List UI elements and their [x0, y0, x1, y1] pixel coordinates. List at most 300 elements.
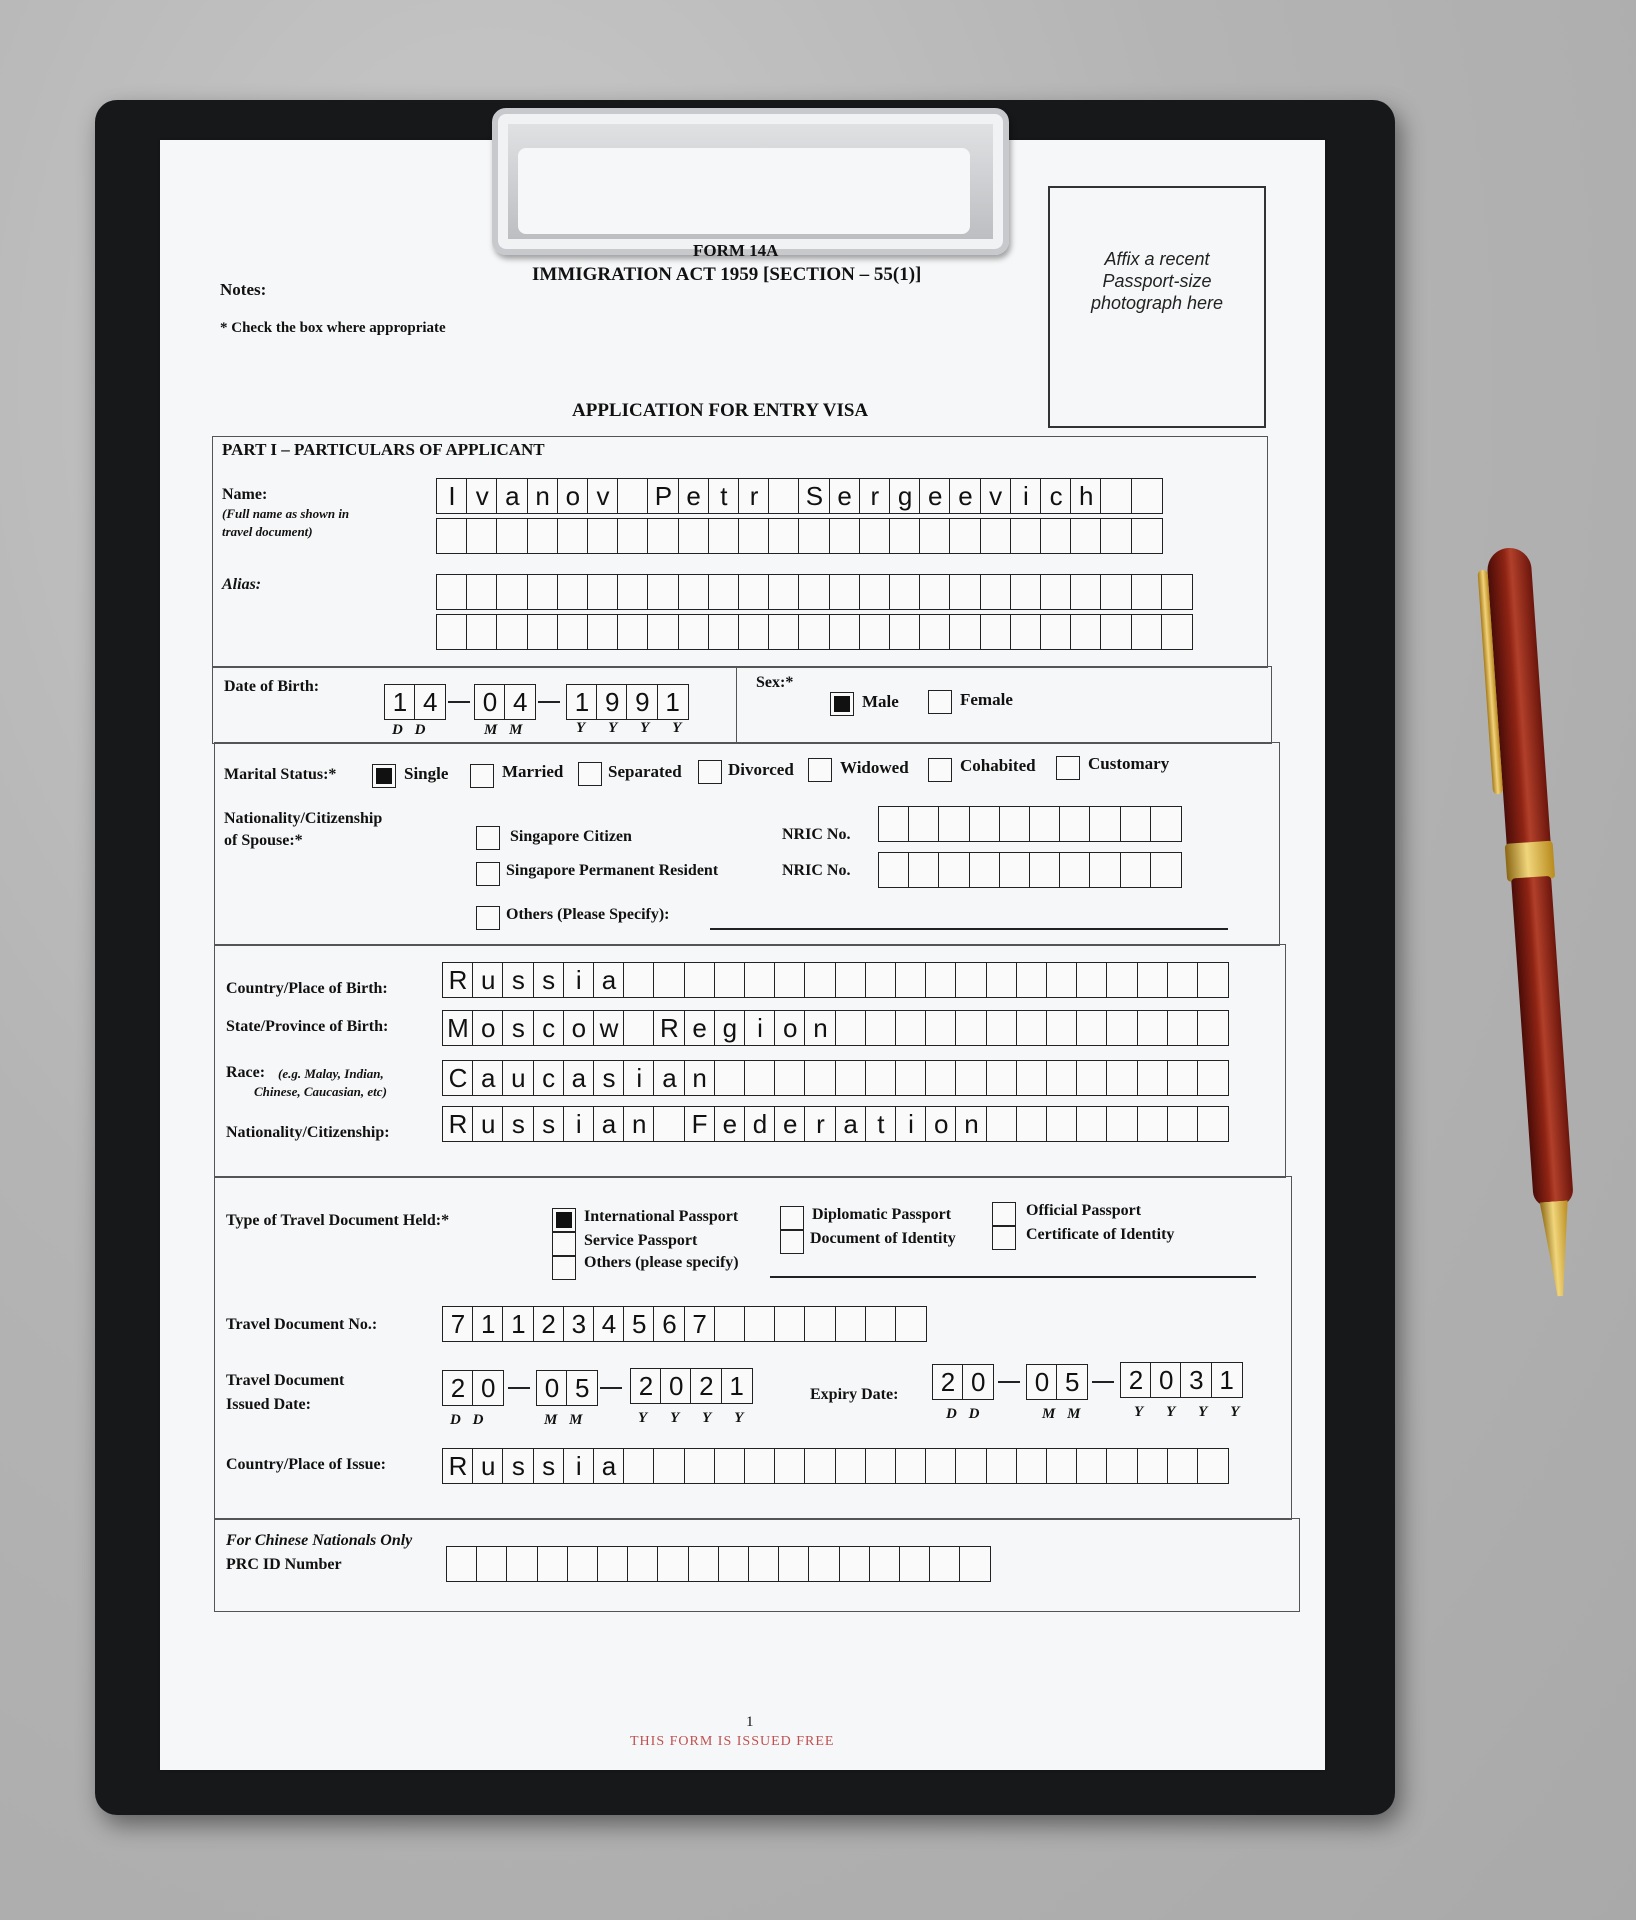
- char-box[interactable]: o: [925, 1106, 957, 1142]
- char-box[interactable]: [1016, 1448, 1048, 1484]
- expiry-day-input[interactable]: [932, 1364, 992, 1400]
- char-box[interactable]: [1131, 574, 1163, 610]
- char-box[interactable]: [597, 1546, 629, 1582]
- char-box[interactable]: [1131, 478, 1163, 514]
- char-box[interactable]: [1106, 1060, 1138, 1096]
- char-box[interactable]: [688, 1546, 720, 1582]
- char-box[interactable]: c: [533, 1010, 565, 1046]
- char-box[interactable]: a: [835, 1106, 867, 1142]
- char-box[interactable]: [1029, 852, 1061, 888]
- char-box[interactable]: a: [593, 1448, 625, 1484]
- race-input[interactable]: [442, 1060, 1227, 1096]
- char-box[interactable]: [938, 852, 970, 888]
- char-box[interactable]: h: [1070, 478, 1102, 514]
- char-box[interactable]: [1120, 806, 1152, 842]
- char-box[interactable]: a: [563, 1060, 595, 1096]
- char-box[interactable]: [829, 518, 861, 554]
- prc-id-input[interactable]: [446, 1546, 990, 1582]
- char-box[interactable]: [919, 518, 951, 554]
- char-box[interactable]: [1131, 614, 1163, 650]
- char-box[interactable]: [567, 1546, 599, 1582]
- char-box[interactable]: [1016, 1010, 1048, 1046]
- char-box[interactable]: 1: [384, 684, 416, 720]
- char-box[interactable]: e: [919, 478, 951, 514]
- char-box[interactable]: [1040, 574, 1072, 610]
- char-box[interactable]: [774, 1306, 806, 1342]
- char-box[interactable]: [1197, 1010, 1229, 1046]
- char-box[interactable]: n: [684, 1060, 716, 1096]
- char-box[interactable]: [1106, 1010, 1138, 1046]
- char-box[interactable]: [496, 614, 528, 650]
- char-box[interactable]: [647, 574, 679, 610]
- char-box[interactable]: [1029, 806, 1061, 842]
- char-box[interactable]: [1161, 574, 1193, 610]
- char-box[interactable]: [798, 574, 830, 610]
- char-box[interactable]: [1040, 614, 1072, 650]
- char-box[interactable]: [1059, 852, 1091, 888]
- char-box[interactable]: [1106, 962, 1138, 998]
- char-box[interactable]: [925, 1060, 957, 1096]
- char-box[interactable]: [955, 1060, 987, 1096]
- char-box[interactable]: [678, 614, 710, 650]
- char-box[interactable]: [1089, 806, 1121, 842]
- char-box[interactable]: [768, 518, 800, 554]
- dob-day-input[interactable]: [384, 684, 444, 720]
- char-box[interactable]: [738, 614, 770, 650]
- char-box[interactable]: [1016, 1106, 1048, 1142]
- char-box[interactable]: [768, 478, 800, 514]
- char-box[interactable]: [708, 574, 740, 610]
- char-box[interactable]: d: [744, 1106, 776, 1142]
- char-box[interactable]: I: [436, 478, 468, 514]
- char-box[interactable]: [869, 1546, 901, 1582]
- char-box[interactable]: [714, 1060, 746, 1096]
- char-box[interactable]: [865, 1306, 897, 1342]
- char-box[interactable]: [466, 614, 498, 650]
- name-input-line2[interactable]: [436, 518, 1161, 554]
- char-box[interactable]: [798, 518, 830, 554]
- char-box[interactable]: [1167, 1060, 1199, 1096]
- char-box[interactable]: [829, 574, 861, 610]
- char-box[interactable]: [955, 1010, 987, 1046]
- char-box[interactable]: [895, 1010, 927, 1046]
- char-box[interactable]: [895, 1306, 927, 1342]
- char-box[interactable]: a: [496, 478, 528, 514]
- doc-official-checkbox[interactable]: [992, 1202, 1016, 1226]
- char-box[interactable]: [774, 962, 806, 998]
- char-box[interactable]: 9: [596, 684, 628, 720]
- char-box[interactable]: [1100, 574, 1132, 610]
- char-box[interactable]: R: [442, 1448, 474, 1484]
- char-box[interactable]: [835, 962, 867, 998]
- char-box[interactable]: v: [466, 478, 498, 514]
- char-box[interactable]: [1131, 518, 1163, 554]
- char-box[interactable]: e: [678, 478, 710, 514]
- char-box[interactable]: s: [502, 1106, 534, 1142]
- char-box[interactable]: [446, 1546, 478, 1582]
- issued-day-input[interactable]: [442, 1370, 502, 1406]
- marital-married-checkbox[interactable]: [470, 764, 494, 788]
- char-box[interactable]: [878, 806, 910, 842]
- char-box[interactable]: [496, 518, 528, 554]
- nric-input-2[interactable]: [878, 852, 1180, 888]
- char-box[interactable]: a: [472, 1060, 504, 1096]
- char-box[interactable]: [768, 614, 800, 650]
- alias-input-line2[interactable]: [436, 614, 1191, 650]
- doc-no-input[interactable]: [442, 1306, 925, 1342]
- char-box[interactable]: [587, 574, 619, 610]
- char-box[interactable]: o: [563, 1010, 595, 1046]
- char-box[interactable]: i: [895, 1106, 927, 1142]
- char-box[interactable]: [1137, 1010, 1169, 1046]
- char-box[interactable]: [1070, 614, 1102, 650]
- char-box[interactable]: [587, 614, 619, 650]
- char-box[interactable]: [774, 1060, 806, 1096]
- char-box[interactable]: 2: [630, 1368, 662, 1404]
- nationality-input[interactable]: [442, 1106, 1227, 1142]
- char-box[interactable]: n: [804, 1010, 836, 1046]
- char-box[interactable]: 1: [502, 1306, 534, 1342]
- char-box[interactable]: [768, 574, 800, 610]
- char-box[interactable]: [1010, 614, 1042, 650]
- char-box[interactable]: [647, 518, 679, 554]
- char-box[interactable]: [557, 614, 589, 650]
- char-box[interactable]: [653, 962, 685, 998]
- char-box[interactable]: [537, 1546, 569, 1582]
- state-birth-input[interactable]: [442, 1010, 1227, 1046]
- char-box[interactable]: [925, 1010, 957, 1046]
- char-box[interactable]: 9: [626, 684, 658, 720]
- marital-single-checkbox[interactable]: [372, 764, 396, 788]
- char-box[interactable]: [1137, 1106, 1169, 1142]
- char-box[interactable]: 0: [536, 1370, 568, 1406]
- char-box[interactable]: [466, 518, 498, 554]
- char-box[interactable]: [955, 1448, 987, 1484]
- char-box[interactable]: [999, 852, 1031, 888]
- char-box[interactable]: C: [442, 1060, 474, 1096]
- char-box[interactable]: s: [502, 1010, 534, 1046]
- char-box[interactable]: [617, 518, 649, 554]
- expiry-month-input[interactable]: [1026, 1364, 1086, 1400]
- char-box[interactable]: 5: [623, 1306, 655, 1342]
- spouse-others-checkbox[interactable]: [476, 906, 500, 930]
- doc-others-line[interactable]: [770, 1276, 1256, 1278]
- char-box[interactable]: [949, 614, 981, 650]
- char-box[interactable]: u: [472, 1448, 504, 1484]
- char-box[interactable]: v: [980, 478, 1012, 514]
- spouse-others-line[interactable]: [710, 928, 1228, 930]
- char-box[interactable]: [744, 1060, 776, 1096]
- char-box[interactable]: S: [798, 478, 830, 514]
- char-box[interactable]: i: [744, 1010, 776, 1046]
- doc-service-passport-checkbox[interactable]: [552, 1232, 576, 1256]
- char-box[interactable]: i: [623, 1060, 655, 1096]
- char-box[interactable]: [980, 518, 1012, 554]
- char-box[interactable]: e: [829, 478, 861, 514]
- char-box[interactable]: [829, 614, 861, 650]
- char-box[interactable]: 7: [684, 1306, 716, 1342]
- char-box[interactable]: r: [804, 1106, 836, 1142]
- char-box[interactable]: [835, 1010, 867, 1046]
- char-box[interactable]: s: [502, 962, 534, 998]
- char-box[interactable]: 3: [563, 1306, 595, 1342]
- char-box[interactable]: [623, 1448, 655, 1484]
- char-box[interactable]: [919, 614, 951, 650]
- char-box[interactable]: [778, 1546, 810, 1582]
- char-box[interactable]: [557, 574, 589, 610]
- char-box[interactable]: [1197, 962, 1229, 998]
- char-box[interactable]: 4: [414, 684, 446, 720]
- char-box[interactable]: [1046, 962, 1078, 998]
- char-box[interactable]: [1167, 1448, 1199, 1484]
- char-box[interactable]: [839, 1546, 871, 1582]
- char-box[interactable]: [925, 1448, 957, 1484]
- char-box[interactable]: [1070, 574, 1102, 610]
- char-box[interactable]: [684, 962, 716, 998]
- char-box[interactable]: [986, 1010, 1018, 1046]
- sex-male-checkbox[interactable]: [830, 692, 854, 716]
- char-box[interactable]: [798, 614, 830, 650]
- char-box[interactable]: [1076, 1448, 1108, 1484]
- char-box[interactable]: [714, 962, 746, 998]
- char-box[interactable]: [895, 1448, 927, 1484]
- alias-input-line1[interactable]: [436, 574, 1191, 610]
- char-box[interactable]: [714, 1306, 746, 1342]
- doc-diplomatic-checkbox[interactable]: [780, 1206, 804, 1230]
- char-box[interactable]: 2: [1120, 1362, 1152, 1398]
- char-box[interactable]: u: [472, 1106, 504, 1142]
- char-box[interactable]: a: [593, 1106, 625, 1142]
- char-box[interactable]: [938, 806, 970, 842]
- char-box[interactable]: w: [593, 1010, 625, 1046]
- char-box[interactable]: [1046, 1448, 1078, 1484]
- dob-month-input[interactable]: [474, 684, 534, 720]
- char-box[interactable]: [617, 574, 649, 610]
- char-box[interactable]: [1167, 962, 1199, 998]
- char-box[interactable]: n: [527, 478, 559, 514]
- country-birth-input[interactable]: [442, 962, 1227, 998]
- char-box[interactable]: [959, 1546, 991, 1582]
- char-box[interactable]: e: [949, 478, 981, 514]
- char-box[interactable]: [1076, 1060, 1108, 1096]
- spouse-sg-citizen-checkbox[interactable]: [476, 826, 500, 850]
- char-box[interactable]: [774, 1448, 806, 1484]
- char-box[interactable]: [714, 1448, 746, 1484]
- char-box[interactable]: u: [502, 1060, 534, 1096]
- char-box[interactable]: 7: [442, 1306, 474, 1342]
- char-box[interactable]: [835, 1448, 867, 1484]
- char-box[interactable]: [1120, 852, 1152, 888]
- char-box[interactable]: 0: [1026, 1364, 1058, 1400]
- char-box[interactable]: [653, 1448, 685, 1484]
- char-box[interactable]: [835, 1306, 867, 1342]
- char-box[interactable]: o: [774, 1010, 806, 1046]
- char-box[interactable]: i: [563, 1106, 595, 1142]
- char-box[interactable]: s: [533, 1106, 565, 1142]
- char-box[interactable]: [587, 518, 619, 554]
- char-box[interactable]: [744, 1448, 776, 1484]
- char-box[interactable]: [1046, 1010, 1078, 1046]
- char-box[interactable]: [678, 518, 710, 554]
- char-box[interactable]: [436, 574, 468, 610]
- char-box[interactable]: 5: [1056, 1364, 1088, 1400]
- char-box[interactable]: [527, 574, 559, 610]
- marital-separated-checkbox[interactable]: [578, 762, 602, 786]
- dob-year-input[interactable]: [566, 684, 687, 720]
- char-box[interactable]: [436, 518, 468, 554]
- char-box[interactable]: [527, 614, 559, 650]
- char-box[interactable]: [748, 1546, 780, 1582]
- char-box[interactable]: r: [859, 478, 891, 514]
- char-box[interactable]: 1: [1211, 1362, 1243, 1398]
- char-box[interactable]: 2: [533, 1306, 565, 1342]
- char-box[interactable]: [889, 614, 921, 650]
- char-box[interactable]: [1089, 852, 1121, 888]
- spouse-sg-pr-checkbox[interactable]: [476, 862, 500, 886]
- char-box[interactable]: [895, 962, 927, 998]
- char-box[interactable]: u: [472, 962, 504, 998]
- char-box[interactable]: [865, 1060, 897, 1096]
- char-box[interactable]: n: [623, 1106, 655, 1142]
- char-box[interactable]: o: [472, 1010, 504, 1046]
- marital-cohabited-checkbox[interactable]: [928, 758, 952, 782]
- char-box[interactable]: [986, 1060, 1018, 1096]
- char-box[interactable]: g: [714, 1010, 746, 1046]
- sex-female-checkbox[interactable]: [928, 690, 952, 714]
- char-box[interactable]: [1106, 1106, 1138, 1142]
- char-box[interactable]: [999, 806, 1031, 842]
- char-box[interactable]: [804, 1306, 836, 1342]
- char-box[interactable]: [617, 478, 649, 514]
- char-box[interactable]: [808, 1546, 840, 1582]
- char-box[interactable]: [929, 1546, 961, 1582]
- char-box[interactable]: [1197, 1448, 1229, 1484]
- char-box[interactable]: [980, 614, 1012, 650]
- char-box[interactable]: [1137, 1060, 1169, 1096]
- char-box[interactable]: [476, 1546, 508, 1582]
- char-box[interactable]: [436, 614, 468, 650]
- char-box[interactable]: 0: [962, 1364, 994, 1400]
- char-box[interactable]: 0: [660, 1368, 692, 1404]
- doc-identity-checkbox[interactable]: [780, 1230, 804, 1254]
- char-box[interactable]: [986, 1448, 1018, 1484]
- char-box[interactable]: 4: [593, 1306, 625, 1342]
- char-box[interactable]: s: [502, 1448, 534, 1484]
- char-box[interactable]: [466, 574, 498, 610]
- name-input-line1[interactable]: [436, 478, 1161, 514]
- char-box[interactable]: c: [533, 1060, 565, 1096]
- char-box[interactable]: [1100, 518, 1132, 554]
- char-box[interactable]: 1: [472, 1306, 504, 1342]
- char-box[interactable]: [623, 962, 655, 998]
- char-box[interactable]: [627, 1546, 659, 1582]
- char-box[interactable]: [1016, 1060, 1048, 1096]
- char-box[interactable]: [1010, 574, 1042, 610]
- char-box[interactable]: r: [738, 478, 770, 514]
- char-box[interactable]: [949, 574, 981, 610]
- expiry-year-input[interactable]: [1120, 1362, 1241, 1398]
- nric-input-1[interactable]: [878, 806, 1180, 842]
- char-box[interactable]: [1076, 962, 1108, 998]
- char-box[interactable]: [1197, 1060, 1229, 1096]
- char-box[interactable]: i: [563, 1448, 595, 1484]
- char-box[interactable]: [878, 852, 910, 888]
- char-box[interactable]: 3: [1180, 1362, 1212, 1398]
- char-box[interactable]: 1: [566, 684, 598, 720]
- char-box[interactable]: [865, 1010, 897, 1046]
- char-box[interactable]: [738, 574, 770, 610]
- char-box[interactable]: [738, 518, 770, 554]
- char-box[interactable]: [496, 574, 528, 610]
- char-box[interactable]: [653, 1106, 685, 1142]
- char-box[interactable]: [969, 806, 1001, 842]
- char-box[interactable]: s: [593, 1060, 625, 1096]
- char-box[interactable]: [1100, 478, 1132, 514]
- char-box[interactable]: [744, 962, 776, 998]
- char-box[interactable]: [527, 518, 559, 554]
- char-box[interactable]: [1197, 1106, 1229, 1142]
- char-box[interactable]: [1046, 1106, 1078, 1142]
- char-box[interactable]: [1016, 962, 1048, 998]
- char-box[interactable]: [647, 614, 679, 650]
- char-box[interactable]: [1137, 962, 1169, 998]
- char-box[interactable]: t: [708, 478, 740, 514]
- char-box[interactable]: o: [557, 478, 589, 514]
- char-box[interactable]: [718, 1546, 750, 1582]
- doc-others-checkbox[interactable]: [552, 1256, 576, 1280]
- char-box[interactable]: 0: [1150, 1362, 1182, 1398]
- char-box[interactable]: [1167, 1106, 1199, 1142]
- char-box[interactable]: [859, 518, 891, 554]
- issued-month-input[interactable]: [536, 1370, 596, 1406]
- marital-widowed-checkbox[interactable]: [808, 758, 832, 782]
- char-box[interactable]: [865, 962, 897, 998]
- char-box[interactable]: 6: [653, 1306, 685, 1342]
- char-box[interactable]: [969, 852, 1001, 888]
- char-box[interactable]: [1010, 518, 1042, 554]
- char-box[interactable]: t: [865, 1106, 897, 1142]
- char-box[interactable]: i: [1010, 478, 1042, 514]
- char-box[interactable]: [804, 1060, 836, 1096]
- char-box[interactable]: [623, 1010, 655, 1046]
- char-box[interactable]: s: [533, 962, 565, 998]
- marital-customary-checkbox[interactable]: [1056, 756, 1080, 780]
- char-box[interactable]: 2: [442, 1370, 474, 1406]
- char-box[interactable]: [859, 574, 891, 610]
- char-box[interactable]: [1059, 806, 1091, 842]
- char-box[interactable]: [955, 962, 987, 998]
- char-box[interactable]: 1: [657, 684, 689, 720]
- char-box[interactable]: i: [563, 962, 595, 998]
- char-box[interactable]: M: [442, 1010, 474, 1046]
- char-box[interactable]: [1150, 806, 1182, 842]
- char-box[interactable]: [744, 1306, 776, 1342]
- char-box[interactable]: [708, 614, 740, 650]
- char-box[interactable]: 4: [504, 684, 536, 720]
- char-box[interactable]: [1070, 518, 1102, 554]
- char-box[interactable]: [1100, 614, 1132, 650]
- char-box[interactable]: [617, 614, 649, 650]
- char-box[interactable]: R: [442, 1106, 474, 1142]
- char-box[interactable]: [1161, 614, 1193, 650]
- char-box[interactable]: [949, 518, 981, 554]
- char-box[interactable]: n: [955, 1106, 987, 1142]
- doc-intl-passport-checkbox[interactable]: [552, 1208, 576, 1232]
- char-box[interactable]: 5: [566, 1370, 598, 1406]
- char-box[interactable]: c: [1040, 478, 1072, 514]
- char-box[interactable]: [899, 1546, 931, 1582]
- char-box[interactable]: [804, 1448, 836, 1484]
